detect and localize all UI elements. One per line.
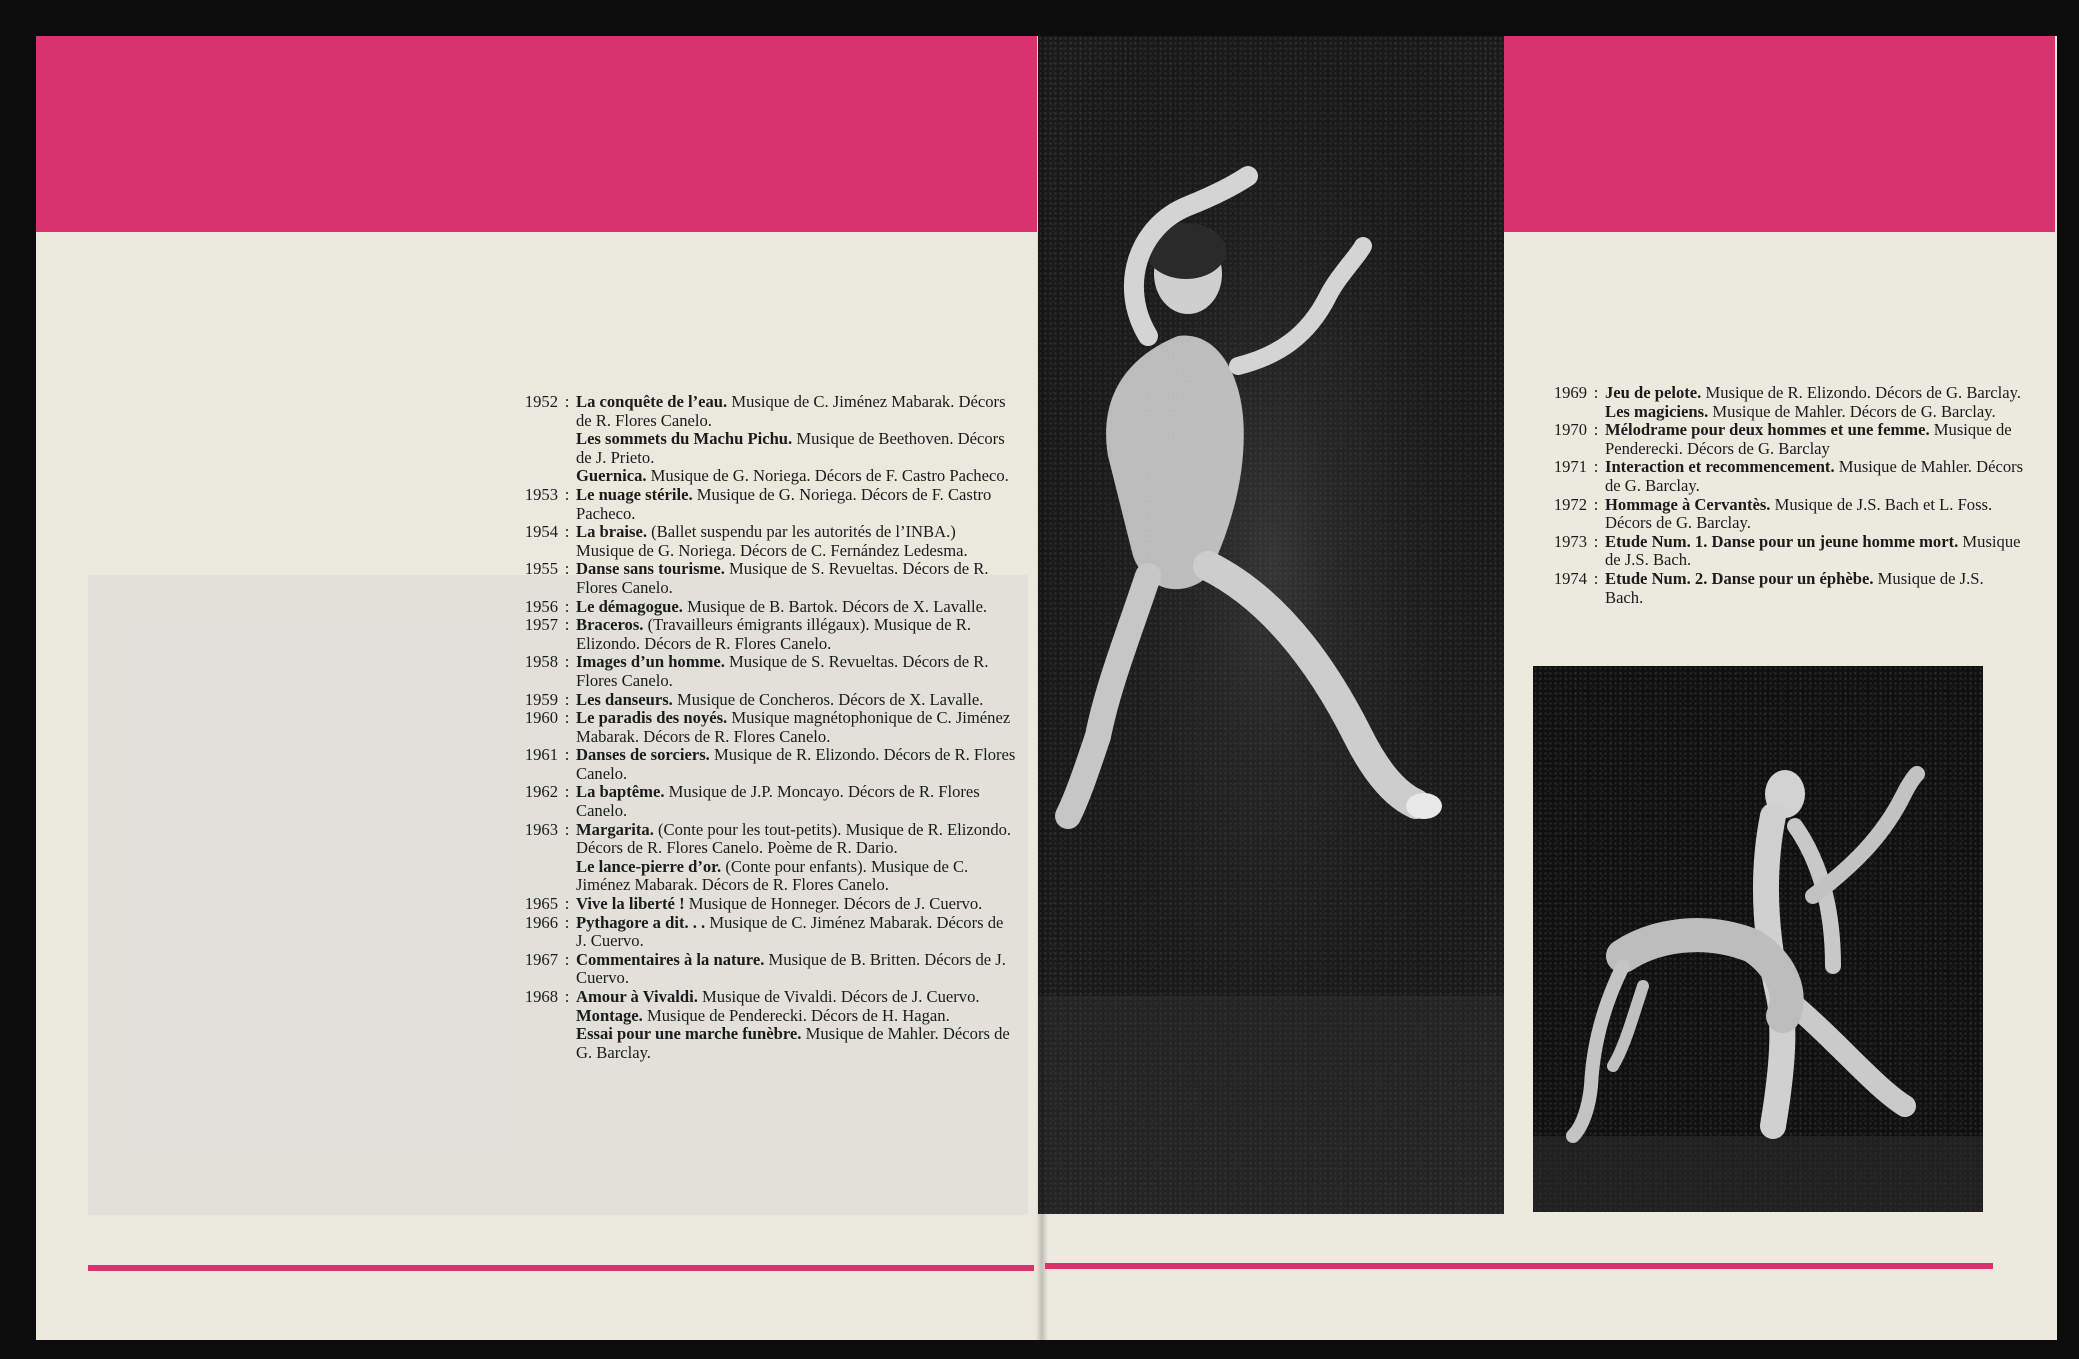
work-details: Musique de C. Jiménez Mabarak. Décors de R. Flores Canelo.	[576, 392, 1006, 430]
entry-year: 1968	[524, 987, 558, 1006]
entry-year: 1972	[1553, 494, 1587, 514]
year-separator: :	[564, 689, 570, 709]
work-title: Les magiciens.	[1605, 401, 1709, 421]
work-details: Musique de J.S. Bach et L. Foss. Décors de G. Barclay.	[1605, 494, 1993, 533]
entry-works	[576, 988, 1016, 1062]
work-title: Images d’un homme.	[576, 652, 725, 672]
chronology-entry	[496, 988, 1016, 1062]
work-details: Musique de J.P. Moncayo. Décors de R. Flores Canelo.	[576, 782, 980, 821]
entry-works	[576, 486, 1016, 523]
year-separator: :	[1593, 420, 1599, 440]
entry-year: 1967	[524, 949, 558, 969]
work-details: Musique de B. Britten. Décors de J. Cuervo.	[576, 949, 1006, 988]
work-title: Les danseurs.	[576, 689, 673, 709]
work-details: (Conte pour enfants). Musique de C. Jiménez Mabarak. Décors de R. Flores Canelo.	[576, 856, 969, 895]
entry-year: 1953	[524, 484, 558, 504]
entry-year: 1965	[524, 894, 558, 914]
pink-header-band-left	[36, 36, 1037, 232]
year-separator: :	[564, 949, 570, 969]
work-title: Le nuage stérile.	[576, 484, 693, 504]
work-title: Mélodrame pour deux hommes et une femme.	[1605, 420, 1930, 440]
year-separator: :	[564, 652, 570, 672]
entry-year: 1959	[524, 689, 558, 709]
work-details: Musique de S. Revueltas. Décors de R. Flores Canelo.	[576, 559, 989, 597]
entry-year: 1966	[524, 912, 558, 932]
work-details: Musique de S. Revueltas. Décors de R. Flores Canelo.	[576, 652, 989, 690]
year-separator: :	[564, 484, 570, 504]
year-separator: :	[564, 819, 570, 839]
year-separator: :	[564, 559, 570, 579]
year-separator: :	[564, 745, 570, 765]
work-title: Commentaires à la nature.	[576, 949, 765, 969]
chronology-entry	[496, 691, 1016, 710]
year-separator: :	[564, 615, 570, 635]
chronology-entry	[1525, 496, 2025, 533]
chronology-1969-1974	[1525, 384, 2025, 607]
ballet-work	[576, 393, 1016, 430]
ballet-work	[576, 598, 1016, 617]
ballet-work	[576, 1025, 1016, 1062]
entry-works	[576, 598, 1016, 617]
entry-works	[576, 895, 1016, 914]
leaping-dancer-figure	[1038, 36, 1504, 1214]
work-details: Musique de Beethoven. Décors de J. Prieto.	[576, 429, 1005, 467]
entry-works	[576, 914, 1016, 951]
work-details: Musique de G. Noriega. Décors de F. Castro Pacheco.	[650, 466, 1009, 486]
work-details: Musique de B. Bartok. Décors de X. Lavalle.	[687, 596, 988, 616]
work-title: Guernica.	[576, 466, 647, 486]
chronology-entry	[496, 598, 1016, 617]
ballet-work	[576, 653, 1016, 690]
work-details: Musique de Mahler. Décors de G. Barclay.	[1712, 401, 1996, 421]
work-title: La conquête de l’eau.	[576, 392, 728, 411]
work-title: Le démagogue.	[576, 596, 683, 616]
entry-works	[576, 560, 1016, 597]
chronology-entry	[1525, 458, 2025, 495]
chronology-entry	[496, 709, 1016, 746]
work-title: Braceros.	[576, 615, 644, 635]
entry-works	[576, 393, 1016, 486]
ballet-work	[576, 988, 1016, 1007]
work-details: Musique de C. Jiménez Mabarak. Décors de J. Cuervo.	[576, 912, 1004, 951]
work-details: Musique de R. Elizondo. Décors de G. Barclay.	[1705, 383, 2021, 402]
entry-works	[1605, 496, 2025, 533]
work-title: Jeu de pelote.	[1605, 383, 1702, 402]
ballet-work	[576, 430, 1016, 467]
work-details: Musique de Concheros. Décors de X. Lavalle.	[676, 689, 984, 709]
year-separator: :	[564, 912, 570, 932]
work-title: Essai pour une marche funèbre.	[576, 1024, 802, 1044]
entry-year: 1961	[524, 745, 558, 765]
work-details: Musique de Mahler. Décors de G. Barclay.	[1605, 457, 2024, 495]
work-title: Le paradis des noyés.	[576, 708, 728, 728]
duet-dancers-figure	[1533, 666, 1983, 1212]
chronology-entry	[496, 746, 1016, 783]
ballet-work	[576, 691, 1016, 710]
year-separator: :	[564, 522, 570, 542]
ballet-work	[576, 523, 1016, 560]
entry-year: 1957	[524, 615, 558, 635]
chronology-entry	[1525, 533, 2025, 570]
chronology-entry	[496, 783, 1016, 820]
work-title: Montage.	[576, 1005, 643, 1025]
entry-year: 1958	[524, 652, 558, 672]
entry-year: 1952	[524, 392, 558, 411]
entry-year: 1973	[1553, 531, 1587, 551]
work-details: (Conte pour les tout-petits). Musique de R. Elizondo. Décors de R. Flores Canelo. Poème de R. Dario.	[576, 819, 1012, 858]
entry-works	[576, 691, 1016, 710]
chronology-entry	[1525, 570, 2025, 607]
ballet-work	[1605, 384, 2025, 403]
work-title: Pythagore a dit. . .	[576, 912, 706, 932]
work-title: Amour à Vivaldi.	[576, 987, 698, 1006]
chronology-entry	[1525, 384, 2025, 421]
pink-footer-rule-right	[1045, 1263, 1993, 1269]
entry-year: 1954	[524, 522, 558, 542]
year-separator: :	[564, 596, 570, 616]
work-details: Musique de Penderecki. Décors de H. Hagan.	[646, 1005, 950, 1025]
ballet-work	[576, 1007, 1016, 1026]
work-title: Etude Num. 2. Danse pour un éphèbe.	[1605, 568, 1874, 588]
ballet-work	[1605, 403, 2025, 422]
ballet-work	[1605, 421, 2025, 458]
ballet-work	[576, 895, 1016, 914]
entry-works	[576, 821, 1016, 895]
year-separator: :	[564, 708, 570, 728]
year-separator: :	[564, 894, 570, 914]
entry-year: 1963	[524, 819, 558, 839]
entry-works	[576, 523, 1016, 560]
work-details: Musique de Mahler. Décors de G. Barclay.	[576, 1024, 1010, 1062]
entry-works	[1605, 421, 2025, 458]
entry-year: 1969	[1553, 383, 1587, 402]
entry-works	[576, 616, 1016, 653]
work-title: La braise.	[576, 522, 647, 542]
entry-works	[576, 709, 1016, 746]
pink-footer-rule-left	[88, 1265, 1034, 1271]
ballet-work	[1605, 570, 2025, 607]
entry-works	[576, 951, 1016, 988]
ballet-work	[576, 746, 1016, 783]
entry-works	[1605, 384, 2025, 421]
chronology-entry	[496, 523, 1016, 560]
year-separator: :	[1593, 383, 1599, 402]
ballet-work	[576, 858, 1016, 895]
chronology-entry	[1525, 421, 2025, 458]
chronology-entry	[496, 895, 1016, 914]
work-title: Les sommets du Machu Pichu.	[576, 429, 793, 449]
ballet-work	[576, 486, 1016, 523]
year-separator: :	[1593, 457, 1599, 477]
entry-works	[1605, 533, 2025, 570]
work-details: Musique de Honneger. Décors de J. Cuervo.	[688, 894, 983, 914]
year-separator: :	[1593, 568, 1599, 588]
ballet-work	[576, 783, 1016, 820]
work-title: Le lance-pierre d’or.	[576, 856, 722, 876]
leaping-dancer-photo	[1038, 36, 1504, 1214]
pink-header-band-right	[1503, 36, 2055, 232]
chronology-entry	[496, 951, 1016, 988]
work-title: Margarita.	[576, 819, 654, 839]
work-title: Etude Num. 1. Danse pour un jeune homme mort.	[1605, 531, 1959, 551]
center-fold-shadow	[1036, 36, 1048, 1340]
ballet-work	[576, 914, 1016, 951]
work-details: Musique de Penderecki. Décors de G. Barclay	[1605, 420, 2012, 458]
entry-year: 1974	[1553, 568, 1587, 588]
year-separator: :	[564, 392, 570, 411]
work-title: Vive la liberté !	[576, 894, 685, 914]
work-title: La baptême.	[576, 782, 665, 802]
chronology-entry	[496, 653, 1016, 690]
year-separator: :	[1593, 494, 1599, 514]
entry-year: 1962	[524, 782, 558, 802]
year-separator: :	[564, 987, 570, 1006]
chronology-entry	[496, 616, 1016, 653]
duet-dancers-photo	[1533, 666, 1983, 1212]
chronology-entry	[496, 560, 1016, 597]
work-details: (Travailleurs émigrants illégaux). Musique de R. Elizondo. Décors de R. Flores Canelo.	[576, 615, 971, 653]
ballet-work	[1605, 458, 2025, 495]
chronology-entry	[496, 914, 1016, 951]
work-details: (Ballet suspendu par les autorités de l’INBA.) Musique de G. Noriega. Décors de C. Fernández Ledesma.	[576, 522, 968, 560]
entry-works	[576, 783, 1016, 820]
work-details: Musique de J.S. Bach.	[1605, 531, 2021, 570]
year-separator: :	[1593, 531, 1599, 551]
work-title: Hommage à Cervantès.	[1605, 494, 1771, 514]
year-separator: :	[564, 782, 570, 802]
entry-works	[576, 746, 1016, 783]
entry-year: 1956	[524, 596, 558, 616]
ballet-work	[576, 467, 1016, 486]
work-title: Danse sans tourisme.	[576, 559, 725, 579]
work-title: Danses de sorciers.	[576, 745, 710, 765]
entry-year: 1955	[524, 559, 558, 579]
chronology-entry	[496, 486, 1016, 523]
work-details: Musique magnétophonique de C. Jiménez Mabarak. Décors de R. Flores Canelo.	[576, 708, 1011, 746]
work-title: Interaction et recommencement.	[1605, 457, 1835, 477]
chronology-entry	[496, 821, 1016, 895]
chronology-entry	[496, 393, 1016, 486]
work-details: Musique de G. Noriega. Décors de F. Castro Pacheco.	[576, 484, 992, 523]
ballet-work	[576, 560, 1016, 597]
entry-year: 1960	[524, 708, 558, 728]
entry-works	[1605, 570, 2025, 607]
entry-year: 1970	[1553, 420, 1587, 440]
work-details: Musique de J.S. Bach.	[1605, 568, 1984, 607]
ballet-work	[1605, 533, 2025, 570]
ballet-work	[576, 821, 1016, 858]
chronology-1952-1968	[496, 393, 1016, 1062]
entry-works	[1605, 458, 2025, 495]
ballet-work	[576, 709, 1016, 746]
ballet-work	[576, 951, 1016, 988]
entry-works	[576, 653, 1016, 690]
ballet-work	[576, 616, 1016, 653]
entry-year: 1971	[1553, 457, 1587, 477]
work-details: Musique de Vivaldi. Décors de J. Cuervo.	[702, 987, 980, 1006]
work-details: Musique de R. Elizondo. Décors de R. Flores Canelo.	[576, 745, 1016, 783]
ballet-work	[1605, 496, 2025, 533]
